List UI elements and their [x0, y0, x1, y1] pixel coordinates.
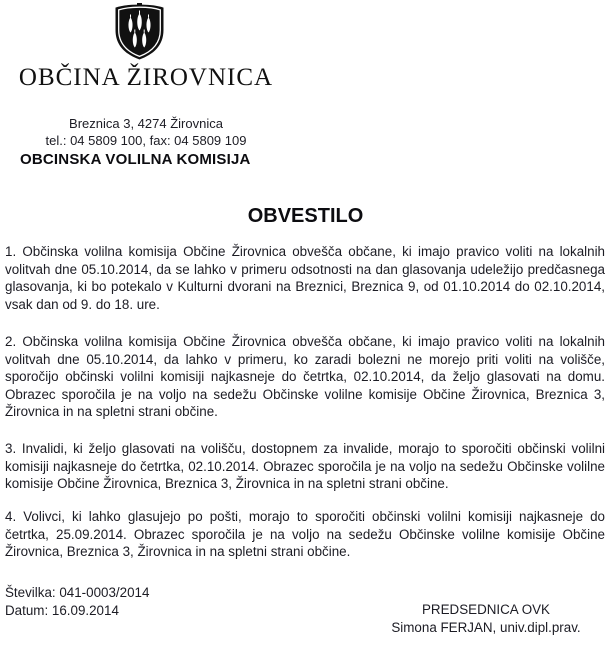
- municipality-address: Breznica 3, 4274 Žirovnica: [69, 116, 223, 131]
- signature-title: PREDSEDNICA OVK: [422, 602, 550, 617]
- coat-of-arms-icon: [112, 3, 167, 60]
- document-number: Številka: 041-0003/2014: [5, 585, 150, 600]
- notice-paragraph-3: 3. Invalidi, ki željo glasovati na volišču, dostopnem za invalide, morajo to sporočiti občinski volilni komisiji najkasneje do četrtka, 02.10.2014. Obrazec sporočila je na voljo na sedežu Občinske volilne komisije Občine Žirovnica, Breznica 3, Žirovnica in na spletni strani občine.: [5, 441, 605, 491]
- document-title: OBVESTILO: [247, 205, 364, 227]
- notice-paragraph-4: 4. Volivci, ki lahko glasujejo po pošti, morajo to sporočiti občinski volilni komisiji najkasneje do četrtka, 25.09.2014. Obrazec sporočila je na voljo na sedežu Občinske volilne komisije Občine Žirovnica, Breznica 3, Žirovnica in na spletni strani občine.: [5, 509, 605, 559]
- municipality-contact: tel.: 04 5809 100, fax: 04 5809 109: [45, 133, 247, 148]
- notice-paragraph-1: 1. Občinska volilna komisija Občine Žirovnica obvešča občane, ki imajo pravico voliti na lokalnih volitvah dne 05.10.2014, da se lahko v primeru odsotnosti na dan glasovanja udeležijo predčasnega glasovanja, ki bo potekalo v Kulturni dvorani na Breznici, Breznica 9, od 01.10.2014 do 02.10.2014, vsak dan od 9. do 18. ure.: [5, 244, 605, 312]
- notice-paragraph-2: 2. Občinska volilna komisija Občine Žirovnica obvešča občane, ki imajo pravico voliti na lokalnih volitvah dne 05.10.2014, da lahko v primeru, ko zaradi bolezni ne morejo priti voliti na volišče, sporočijo občinski volilni komisiji najkasneje do četrtka, 02.10.2014, da željo glasovati na domu. Obrazec sporočila je na voljo na sedežu Občinske volilne komisije Občine Žirovnica, Breznica 3, Žirovnica in na spletni strani občine.: [5, 334, 605, 419]
- department-heading: OBCINSKA VOLILNA KOMISIJA: [20, 151, 251, 168]
- document-date: Datum: 16.09.2014: [5, 603, 119, 618]
- signature-name: Simona FERJAN, univ.dipl.prav.: [391, 620, 581, 635]
- signature-block: [373, 601, 599, 637]
- municipality-name: OBČINA ŽIROVNICA: [18, 64, 274, 91]
